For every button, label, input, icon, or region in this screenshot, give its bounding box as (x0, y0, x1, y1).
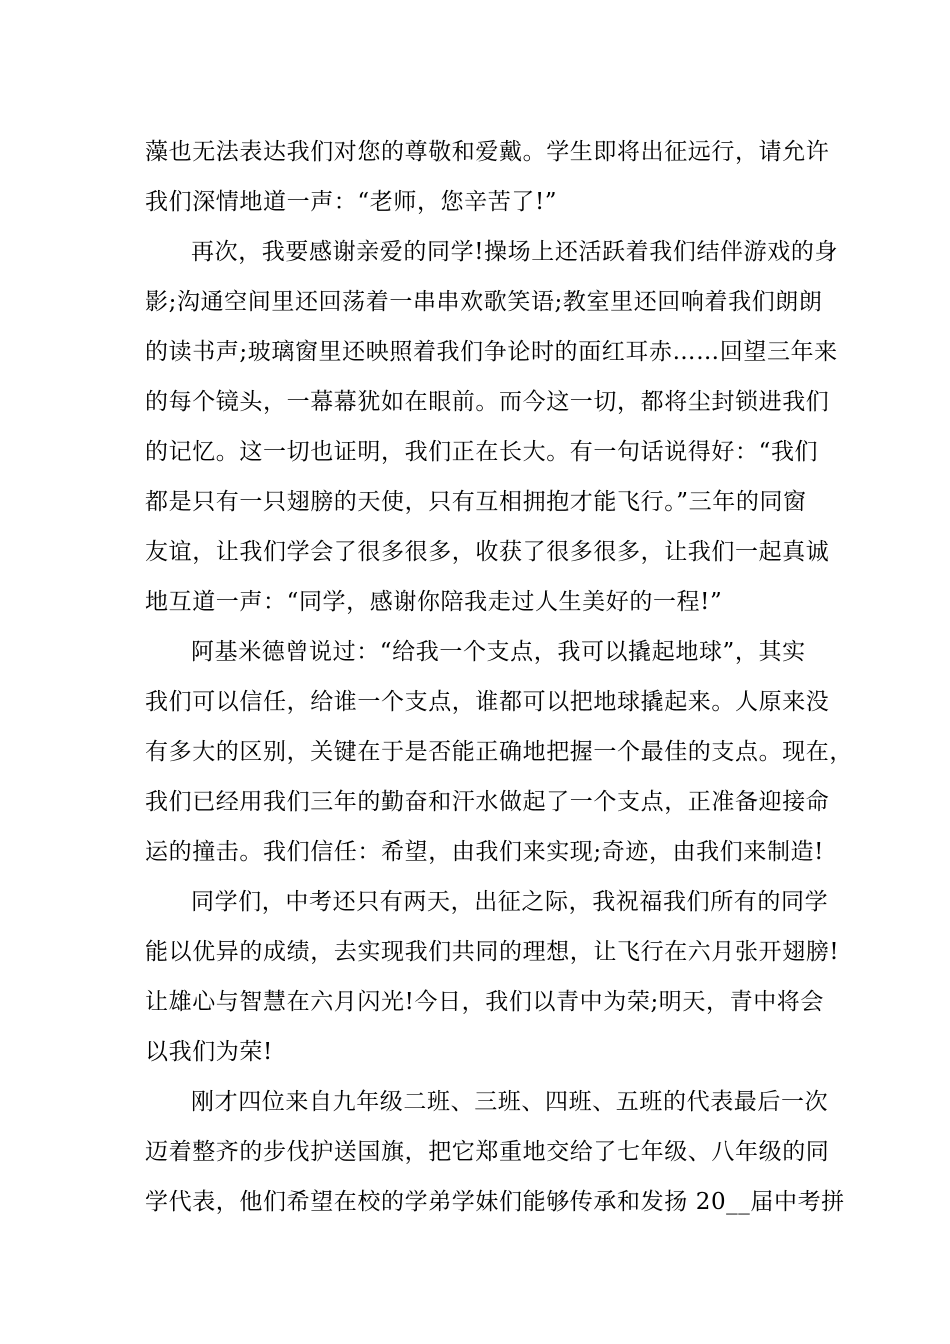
text-line: 能以优异的成绩，去实现我们共同的理想，让飞行在六月张开翅膀! (145, 939, 840, 965)
text-line: 友谊，让我们学会了很多很多，收获了很多很多，让我们一起真诚 (145, 539, 830, 565)
text-line: 的每个镜头，一幕幕犹如在眼前。而今这一切，都将尘封锁进我们 (145, 389, 830, 415)
text-line: 我们可以信任，给谁一个支点，谁都可以把地球撬起来。人原来没 (145, 689, 830, 715)
text-line: 的读书声;玻璃窗里还映照着我们争论时的面红耳赤……回望三年来 (145, 339, 838, 365)
text-line: 学代表，他们希望在校的学弟学妹们能够传承和发扬 20__届中考拼 (145, 1189, 845, 1215)
text-line: 迈着整齐的步伐护送国旗，把它郑重地交给了七年级、八年级的同 (145, 1139, 830, 1165)
paragraph-3 (145, 627, 853, 877)
paragraph-4 (145, 877, 840, 1077)
text-line: 都是只有一只翅膀的天使，只有互相拥抱才能飞行。”三年的同窗 (145, 489, 807, 515)
text-line: 我们已经用我们三年的勤奋和汗水做起了一个支点，正准备迎接命 (145, 789, 830, 815)
text-line: 让雄心与智慧在六月闪光!今日，我们以青中为荣;明天，青中将会 (145, 989, 824, 1015)
text-line: 地互道一声：“同学，感谢你陪我走过人生美好的一程!” (145, 589, 723, 615)
text-line: 有多大的区别，关键在于是否能正确地把握一个最佳的支点。现在， (145, 739, 853, 765)
text-line: 以我们为荣! (145, 1039, 273, 1065)
paragraph-2 (145, 227, 839, 627)
text-line: 的记忆。这一切也证明，我们正在长大。有一句话说得好：“我们 (145, 439, 819, 465)
paragraph-5 (145, 1077, 845, 1227)
text-line: 再次，我要感谢亲爱的同学!操场上还活跃着我们结伴游戏的身 (191, 239, 839, 265)
document-body (145, 127, 853, 1227)
text-line: 藻也无法表达我们对您的尊敬和爱戴。学生即将出征远行，请允许 (145, 139, 830, 165)
text-line: 阿基米德曾说过：“给我一个支点，我可以撬起地球”，其实 (191, 639, 806, 665)
text-line: 影;沟通空间里还回荡着一串串欢歌笑语;教室里还回响着我们朗朗 (145, 289, 823, 315)
text-line: 运的撞击。我们信任：希望，由我们来实现;奇迹，由我们来制造! (145, 839, 824, 865)
text-line: 同学们，中考还只有两天，出征之际，我祝福我们所有的同学 (191, 889, 829, 915)
paragraph-1 (145, 127, 830, 227)
text-line: 我们深情地道一声：“老师，您辛苦了!” (145, 189, 558, 215)
text-line: 刚才四位来自九年级二班、三班、四班、五班的代表最后一次 (191, 1089, 829, 1115)
